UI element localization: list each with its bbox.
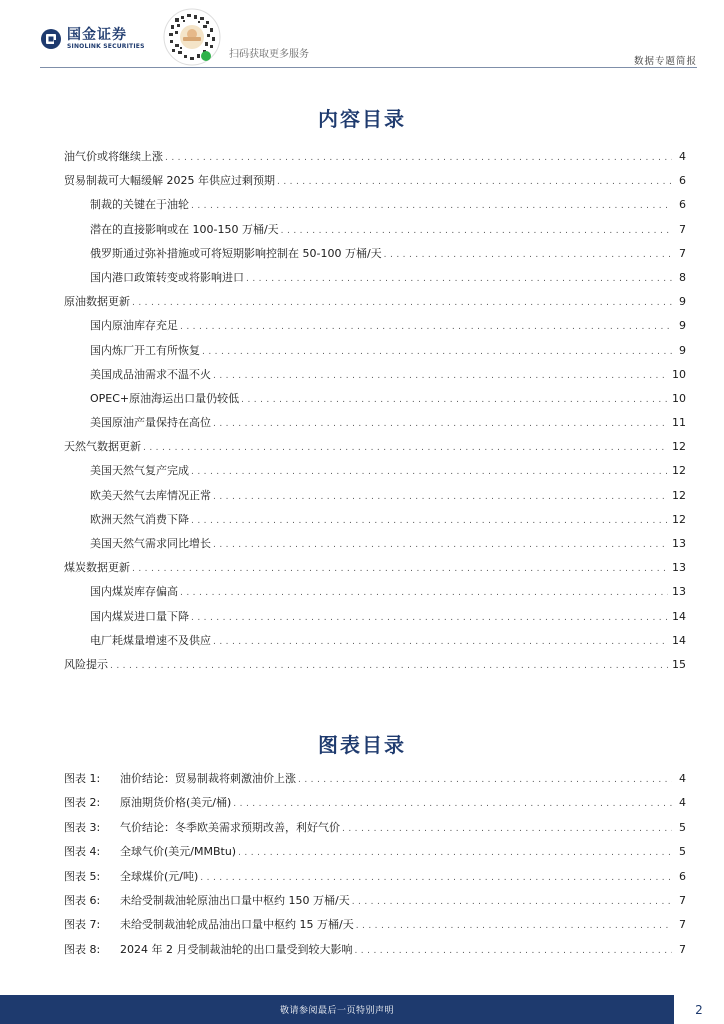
toc-entry[interactable]	[64, 366, 686, 390]
toc-page-number: 9	[679, 319, 686, 333]
qr-caption: 扫码获取更多服务	[229, 49, 309, 60]
toc-page-number: 5	[679, 845, 686, 859]
dot-leader	[202, 344, 672, 357]
toc-page-number: 13	[672, 537, 686, 550]
toc-entry[interactable]	[64, 269, 686, 293]
toc-page-number: 12	[672, 464, 686, 478]
toc-entry[interactable]	[64, 511, 686, 535]
toc-entry-text: 俄罗斯通过弥补措施或可将短期影响控制在 50-100 万桶/天	[90, 246, 382, 260]
toc-page-number: 9	[679, 343, 686, 357]
dot-leader	[246, 271, 672, 284]
toc-entry[interactable]	[64, 462, 686, 486]
toc-entry-text: 制裁的关键在于油轮	[90, 198, 189, 212]
dot-leader	[143, 440, 668, 453]
dot-leader	[191, 198, 672, 211]
toc-page-number: 4	[679, 796, 686, 810]
dot-leader	[213, 537, 668, 550]
dot-leader	[241, 392, 668, 405]
toc-page-number: 10	[672, 391, 686, 405]
toc-entry-text: 全球煤价(元/吨)	[120, 869, 199, 883]
dot-leader	[213, 489, 668, 502]
toc-entry-text: 贸易制裁可大幅缓解 2025 年供应过剩预期	[64, 174, 275, 188]
toc-page-number: 11	[672, 416, 686, 430]
toc-entry-text: 油价结论：贸易制裁将刺激油价上涨	[120, 772, 296, 785]
toc-page-number: 7	[679, 246, 686, 260]
toc-page-number: 9	[679, 295, 686, 309]
figure-label: 图表 3:	[64, 820, 101, 834]
dot-leader	[191, 464, 668, 477]
logo-english-name: SINOLINK SECURITIES	[67, 43, 145, 50]
toc-entry-text: 电厂耗煤量增速不及供应	[90, 633, 211, 647]
dot-leader	[132, 561, 668, 574]
header-divider	[40, 67, 697, 68]
dot-leader	[165, 150, 672, 163]
toc-entry-text: 未给受制裁油轮原油出口量中枢约 150 万桶/天	[120, 893, 350, 907]
dot-leader	[281, 223, 672, 236]
toc-entry-text: 欧洲天然气消费下降	[90, 512, 189, 526]
toc-entry[interactable]	[64, 843, 686, 867]
figure-label: 图表 5:	[64, 869, 101, 883]
company-logo	[40, 28, 145, 50]
toc-entry[interactable]	[64, 414, 686, 438]
toc-entry-text: 国内炼厂开工有所恢复	[90, 343, 200, 357]
dot-leader	[213, 368, 668, 381]
toc-entry[interactable]	[64, 438, 686, 462]
page-number: 2	[674, 995, 724, 1024]
dot-leader	[356, 918, 672, 931]
dot-leader	[110, 658, 668, 671]
toc-entry[interactable]	[64, 632, 686, 656]
toc-entry[interactable]	[64, 293, 686, 317]
toc-page-number: 5	[679, 820, 686, 834]
toc-entry[interactable]	[64, 868, 686, 892]
toc-entry[interactable]	[64, 892, 686, 916]
toc-page-number: 13	[672, 585, 686, 599]
toc-entry-text: 国内煤炭进口量下降	[90, 609, 189, 623]
toc-entry-text: 原油数据更新	[64, 295, 130, 309]
toc-entry[interactable]	[64, 172, 686, 196]
toc-page-number: 7	[679, 942, 686, 956]
report-type-label: 数据专题简报	[633, 56, 697, 67]
toc-entry-text: 天然气数据更新	[64, 440, 141, 454]
dot-leader	[238, 845, 672, 858]
toc-page-number: 15	[672, 657, 686, 671]
dot-leader	[180, 319, 672, 332]
toc-entry-text: OPEC+原油海运出口量仍较低	[90, 391, 240, 405]
toc-page-number: 14	[672, 609, 686, 623]
dot-leader	[352, 894, 672, 907]
toc-entry[interactable]	[64, 535, 686, 559]
toc-entry[interactable]	[64, 487, 686, 511]
toc-entry-text: 2024 年 2 月受制裁油轮的出口量受到较大影响	[120, 942, 353, 956]
dot-leader	[191, 513, 668, 526]
figures-list	[64, 770, 686, 965]
footer-disclaimer-text: 敬请参阅最后一页特别声明	[279, 1006, 394, 1016]
toc-entry[interactable]	[64, 390, 686, 414]
dot-leader	[213, 416, 668, 429]
dot-leader	[342, 821, 672, 834]
toc-entry-text: 风险提示	[64, 657, 108, 671]
contents-list	[64, 148, 686, 680]
toc-entry-text: 原油期货价格(美元/桶)	[120, 796, 232, 810]
toc-entry-text: 全球气价(美元/MMBtu)	[120, 845, 237, 859]
dot-leader	[191, 610, 668, 623]
toc-page-number: 12	[672, 440, 686, 454]
sinolink-logo-icon	[40, 28, 62, 50]
figure-label: 图表 1:	[64, 772, 101, 785]
dot-leader	[180, 585, 668, 598]
figure-label: 图表 6:	[64, 893, 101, 907]
toc-entry-text: 美国原油产量保持在高位	[90, 416, 211, 430]
contents-title: 内容目录	[318, 107, 406, 131]
toc-page-number: 14	[672, 633, 686, 647]
toc-page-number: 7	[679, 918, 686, 932]
toc-entry[interactable]	[64, 245, 686, 269]
toc-page-number: 12	[672, 512, 686, 526]
toc-entry[interactable]	[64, 317, 686, 341]
toc-entry[interactable]	[64, 656, 686, 680]
toc-page-number: 6	[679, 198, 686, 212]
figures-title: 图表目录	[318, 733, 406, 757]
dot-leader	[213, 634, 668, 647]
toc-entry-text: 美国成品油需求不温不火	[90, 367, 211, 381]
toc-entry[interactable]	[64, 583, 686, 607]
toc-entry-text: 欧美天然气去库情况正常	[90, 488, 211, 502]
toc-entry[interactable]	[64, 196, 686, 220]
toc-page-number: 7	[679, 893, 686, 907]
toc-entry[interactable]	[64, 941, 686, 965]
toc-page-number: 4	[679, 150, 686, 163]
toc-entry[interactable]	[64, 148, 686, 172]
toc-page-number: 6	[679, 174, 686, 188]
toc-entry[interactable]	[64, 342, 686, 366]
toc-entry-text: 美国天然气复产完成	[90, 464, 189, 478]
dot-leader	[384, 247, 672, 260]
dot-leader	[200, 870, 672, 883]
dot-leader	[233, 796, 672, 809]
figure-label: 图表 4:	[64, 845, 101, 859]
dot-leader	[298, 772, 672, 785]
toc-entry-text: 国内原油库存充足	[90, 319, 178, 333]
toc-entry-text: 未给受制裁油轮成品油出口量中枢约 15 万桶/天	[120, 918, 354, 932]
toc-page-number: 6	[679, 869, 686, 883]
figure-label: 图表 7:	[64, 918, 101, 932]
logo-chinese-name: 国金证券	[67, 27, 127, 43]
dot-leader	[132, 295, 672, 308]
toc-entry-text: 煤炭数据更新	[64, 561, 130, 575]
toc-entry[interactable]	[64, 221, 686, 245]
toc-page-number: 12	[672, 488, 686, 502]
figure-label: 图表 8:	[64, 942, 101, 956]
toc-entry-text: 潜在的直接影响或在 100-150 万桶/天	[90, 222, 279, 236]
toc-page-number: 8	[679, 270, 686, 284]
toc-entry-text: 国内港口政策转变或将影响进口	[90, 270, 244, 284]
toc-entry[interactable]	[64, 819, 686, 843]
toc-page-number: 10	[672, 367, 686, 381]
toc-entry[interactable]	[64, 794, 686, 818]
qr-code-icon[interactable]	[163, 8, 221, 66]
toc-entry-text: 国内煤炭库存偏高	[90, 585, 178, 599]
footer-disclaimer	[0, 995, 674, 1024]
toc-entry-text: 油气价或将继续上涨	[64, 150, 163, 163]
figure-label: 图表 2:	[64, 796, 101, 810]
toc-entry-text: 气价结论：冬季欧美需求预期改善，利好气价	[120, 820, 340, 834]
toc-entry[interactable]	[64, 559, 686, 583]
toc-page-number: 13	[672, 561, 686, 575]
toc-entry[interactable]	[64, 608, 686, 632]
toc-page-number: 7	[679, 222, 686, 236]
toc-entry[interactable]	[64, 916, 686, 940]
dot-leader	[277, 174, 672, 187]
toc-entry-text: 美国天然气需求同比增长	[90, 537, 211, 550]
toc-page-number: 4	[679, 772, 686, 785]
dot-leader	[354, 943, 672, 956]
toc-entry[interactable]	[64, 770, 686, 794]
